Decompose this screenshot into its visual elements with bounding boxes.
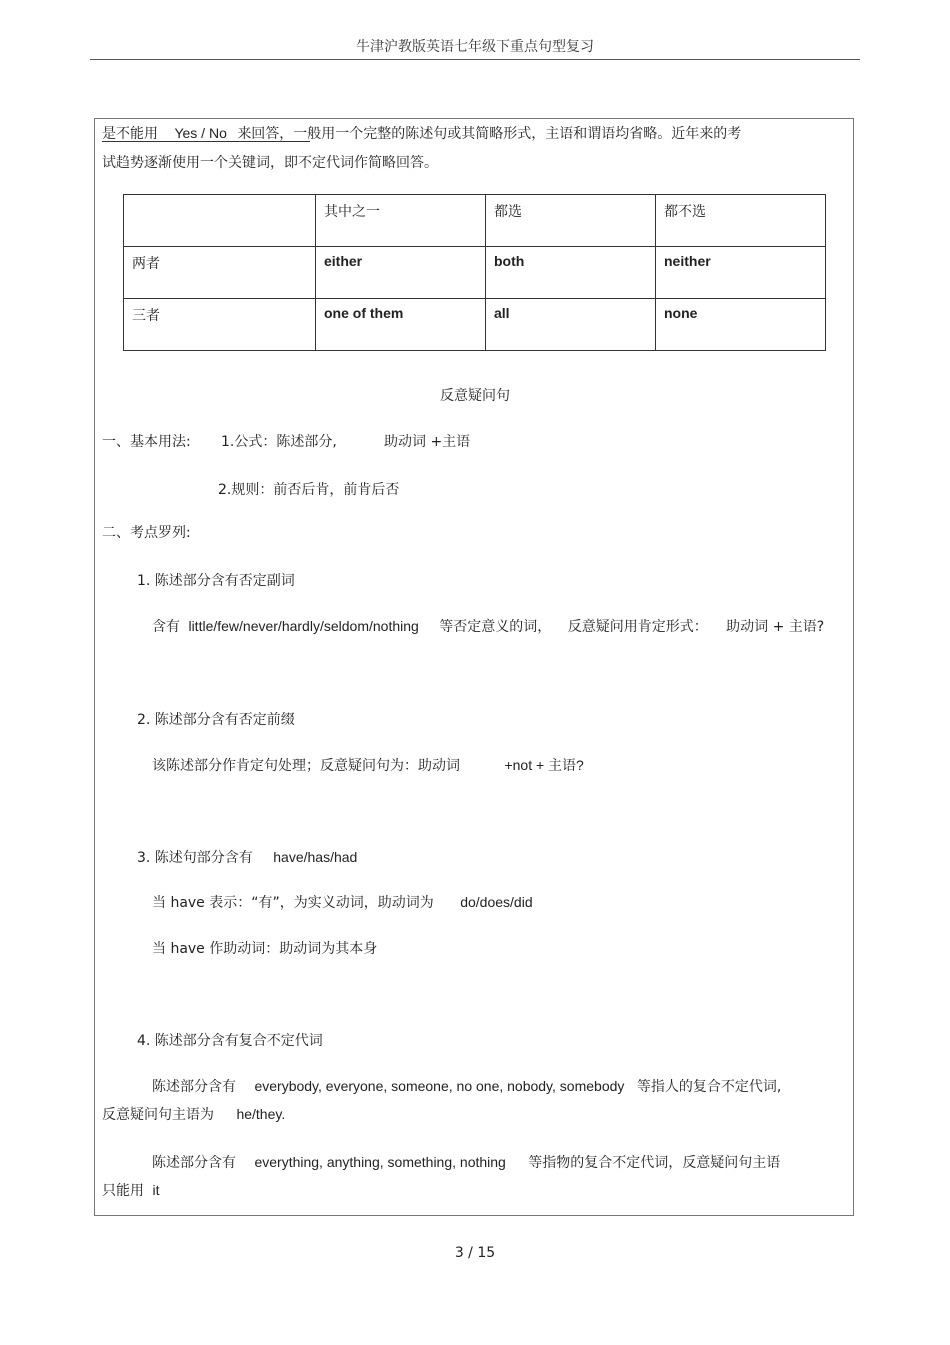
intro-text-a: 是不能用 (102, 126, 158, 142)
table-cell: all (486, 299, 656, 351)
point-4-p1-e: he/they. (236, 1106, 286, 1122)
formula-label: 1.公式：陈述部分, (221, 434, 337, 450)
point-2-body (152, 755, 584, 775)
intro-line-1 (102, 123, 741, 143)
point-3-heading-a: 3. 陈述句部分含有 (137, 850, 253, 866)
point-4-p1-d: 反意疑问句主语为 (102, 1107, 214, 1123)
point-4-p2-c: 等指物的复合不定代词，反意疑问句主语 (528, 1155, 781, 1171)
point-3-line-1-b: do/does/did (460, 894, 533, 910)
point-2-text-b: +not + 主语? (504, 757, 584, 773)
point-3-line-2: 当 have 作助动词：助动词为其本身 (152, 941, 378, 957)
table-cell: neither (656, 247, 826, 299)
point-3-heading (137, 847, 357, 867)
point-2-text-a: 该陈述部分作肯定句处理；反意疑问句为：助动词 (152, 758, 460, 774)
point-4-p1-b: everybody, everyone, someone, no one, nobody, somebody (254, 1078, 625, 1094)
point-4-p2-line-2 (102, 1180, 159, 1200)
point-1-body (152, 616, 824, 636)
point-4-heading: 4. 陈述部分含有复合不定代词 (137, 1033, 323, 1049)
table-header-cell: 都选 (486, 195, 656, 247)
comparison-table (123, 194, 826, 351)
point-4-p1-line-2 (102, 1104, 285, 1124)
table-row-label: 三者 (124, 299, 316, 351)
formula-value: 助动词 +主语 (384, 434, 471, 450)
table-header-cell: 都不选 (656, 195, 826, 247)
intro-line-2: 试趋势逐渐使用一个关键词，即不定代词作简略回答。 (102, 155, 438, 171)
intro-yes-no: Yes / No (174, 125, 227, 141)
point-4-p2-line-1 (152, 1152, 780, 1172)
points-label: 二、考点罗列: (102, 525, 191, 541)
basic-usage-label: 一、基本用法: (102, 434, 191, 450)
point-3-heading-b: have/has/had (273, 849, 358, 865)
rule-text: 2.规则：前否后肯，前肯后否 (218, 482, 400, 498)
section-title: 反意疑问句 (440, 388, 510, 404)
point-4-p1-a: 陈述部分含有 (152, 1079, 236, 1095)
table-cell: one of them (316, 299, 486, 351)
table-header-cell (124, 195, 316, 247)
point-4-p2-d: 只能用 (102, 1183, 144, 1199)
point-2-heading: 2. 陈述部分含有否定前缀 (137, 712, 295, 728)
table-header-cell: 其中之一 (316, 195, 486, 247)
table-cell: both (486, 247, 656, 299)
point-3-line-1 (152, 892, 533, 912)
point-1-text-c: 等否定意义的词， (439, 619, 552, 635)
intro-text-c: 来回答，一般用一个完整的陈述句或其简略形式，主语和谓语均省略。近年来的考 (237, 126, 742, 142)
point-4-p2-a: 陈述部分含有 (152, 1155, 236, 1171)
point-4-p1-c: 等指人的复合不定代词, (636, 1079, 782, 1095)
table-cell: none (656, 299, 826, 351)
point-1-words: little/few/never/hardly/seldom/nothing (188, 618, 419, 634)
point-4-p1-line-1 (152, 1076, 781, 1096)
table-row (124, 299, 826, 351)
table-row-label: 两者 (124, 247, 316, 299)
point-1-text-e: 助动词 + 主语? (726, 619, 825, 635)
page-number: 3 / 15 (454, 1245, 496, 1261)
intro-underline (102, 141, 310, 142)
header-divider (90, 59, 860, 60)
point-1-text-a: 含有 (152, 619, 180, 635)
table-header-row (124, 195, 826, 247)
point-3-line-1-a: 当 have 表示：“有”，为实义动词，助动词为 (152, 895, 434, 911)
table-cell: either (316, 247, 486, 299)
point-1-text-d: 反意疑问用肯定形式： (567, 619, 708, 635)
table-row (124, 247, 826, 299)
point-1-heading: 1. 陈述部分含有否定副词 (137, 573, 295, 589)
page-header-title: 牛津沪教版英语七年级下重点句型复习 (356, 39, 594, 55)
point-4-p2-e: it (152, 1182, 160, 1198)
point-4-p2-b: everything, anything, something, nothing (254, 1154, 506, 1170)
